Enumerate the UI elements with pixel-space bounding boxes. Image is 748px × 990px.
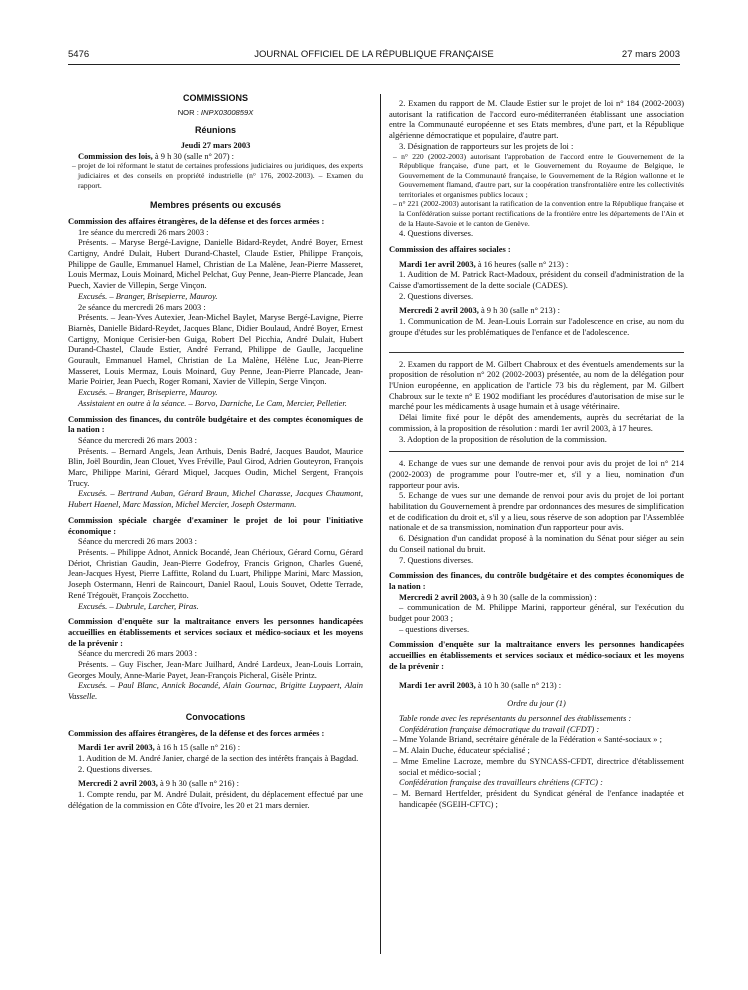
etr-title: Commission des affaires étrangères, de la défense et des forces armées : bbox=[68, 215, 325, 226]
fin-present: Présents. – Bernard Angels, Jean Arthuis, Denis Badré, Jacques Baudot, Maurice Blin, Joël Bourdin, Jean Clouet, Yves Fréville, Paul Girod, Adrien Gouteyron, François Marc, Philippe Marini, Gérard Miquel, Jacques Oudin, Michel Sergent, François Trucy. bbox=[68, 445, 363, 488]
soc-d2: Mercredi 2 avril 2003, bbox=[399, 305, 479, 316]
spe-present: Présents. – Philippe Adnot, Annick Bocandé, Jean Chérioux, Gérard Cornu, Gérard Dériot, Christian Gaudin, Jean-Pierre Godefroy, Francis Grignon, Charles Guené, Jean-Jacques Hyest, Pierre Laffitte, Roland du Luart, Philippe Marini, Marc Massion, Joseph Ostermann, Henri de Raincourt, Daniel Raoul, Louis Souvet, Odette Terrade, René Trégouët, François Zocchetto. bbox=[68, 546, 363, 600]
r-enq-table: Table ronde avec les représentants du personnel des établissements : bbox=[399, 712, 632, 723]
cfdt-item3: – Mme Emeline Lacroze, membre du SYNCASS-CFDT, directrice d'établissement social et médico-social ; bbox=[393, 755, 684, 777]
spe-session: Séance du mercredi 26 mars 2003 : bbox=[78, 536, 198, 547]
r-item2: 2. Examen du rapport de M. Claude Estier sur le projet de loi n° 184 (2002-2003) autorisant la ratification de l'accord euro-méditerranéen établissant une association entre la Communauté européenne et ses Etats membres, d'une part, et la République algérienne démocratique et populaire, d'autre part. bbox=[389, 98, 684, 141]
r-fin-d: Mercredi 2 avril 2003, bbox=[399, 591, 479, 602]
conv-etr-d1: Mardi 1er avril 2003, bbox=[78, 742, 155, 753]
r-enq-d: Mardi 1er avril 2003, bbox=[399, 679, 476, 690]
soc-delai: Délai limite fixé pour le dépôt des amendements, auprès du secrétariat de la commission, à la proposition de résolution : mardi 1er avril 2003, à 17 heures. bbox=[389, 412, 684, 433]
conv-etr-title: Commission des affaires étrangères, de la défense et des forces armées : bbox=[68, 727, 325, 738]
conv-etr-date2 bbox=[68, 778, 363, 789]
soc-d2-item5: 5. Echange de vues sur une demande de renvoi pour avis du projet de loi portant habilitation du Gouvernement à prendre par ordonnances des mesures de simplification et de codification du droit et, s'il y a lieu, sous réserve de son adoption par l'Assemblée nationale et de sa transmission, nomination d'un rapporteur pour avis. bbox=[389, 490, 684, 533]
lois-item: – projet de loi réformant le statut de certaines professions judiciaires ou juridiques, des experts judiciaires et des conseils en propriété industrielle (n° 176, 2002-2003). – Examen du rapport. bbox=[72, 161, 363, 190]
enq-title: Commission d'enquête sur la maltraitance envers les personnes handicapées accueillies en établissements et services sociaux et médico-sociaux et les moyens de la prévenir : bbox=[68, 616, 363, 648]
r-fin-title: Commission des finances, du contrôle budgétaire et des comptes économiques de la nation : bbox=[389, 570, 684, 591]
etr-s2-assist: Assistaient en outre à la séance. – Borvo, Darniche, Le Cam, Mercier, Pelletier. bbox=[78, 397, 347, 408]
fin-title: Commission des finances, du contrôle budgétaire et des comptes économiques de la nation : bbox=[68, 413, 363, 435]
page-number: 5476 bbox=[68, 49, 90, 60]
cfdt-title: Confédération française démocratique du travail (CFDT) : bbox=[399, 723, 600, 734]
spe-excuses: Excusés. – Dubrule, Larcher, Piras. bbox=[78, 600, 199, 611]
etr-s1-present: Présents. – Maryse Bergé-Lavigne, Danielle Bidard-Reydet, André Boyer, Ernest Cartigny, André Dulait, Hubert Durand-Chastel, Claude Estier, Philippe François, Philippe de Gaulle, Emmanuel Hamel, Christian de La Malène, Jean-Pierre Masseret, Louis Mermaz, Louis Moinard, Michel Pelchat, Guy Penne, Jean-Pierre Plancade, Jean Puech, Xavier de Villepin, Serge Vinçon. bbox=[68, 237, 363, 291]
column-divider bbox=[380, 94, 381, 954]
conv-etr-d2-item1: 1. Compte rendu, par M. André Dulait, président, du déplacement effectué par une délégation de la commission en Côte d'Ivoire, les 20 et 21 mars dernier. bbox=[68, 789, 363, 810]
conv-etr-d2-time: à 9 h 30 (salle n° 216) : bbox=[157, 778, 239, 789]
soc-date2 bbox=[389, 305, 684, 316]
journal-title: JOURNAL OFFICIEL DE LA RÉPUBLIQUE FRANÇAISE bbox=[254, 49, 494, 60]
enq-excuses: Excusés. – Paul Blanc, Annick Bocandé, Alain Gournac, Brigitte Luypaert, Alain Vasselle. bbox=[68, 680, 363, 702]
r-item3-b: – n° 221 (2002-2003) autorisant la ratification de la convention entre la République française et la Confédération suisse portant rectifications de la frontière entre les départements de l'Ain et de la Haute-Savoie et le canton de Genève. bbox=[393, 199, 684, 228]
lois-heading bbox=[68, 151, 363, 162]
soc-d2-item4: 4. Echange de vues sur une demande de renvoi pour avis du projet de loi n° 214 (2002-2003) de programme pour l'outre-mer et, s'il y a lieu, nomination d'un rapporteur pour avis. bbox=[389, 458, 684, 490]
nor-label: NOR : bbox=[177, 107, 201, 117]
soc-d1-time: à 16 heures (salle n° 213) : bbox=[475, 258, 569, 269]
r-enq-title: Commission d'enquête sur la maltraitance envers les personnes handicapées accueillies en établissements et services sociaux et médico-sociaux et les moyens de la prévenir : bbox=[389, 639, 684, 671]
nor-line bbox=[68, 108, 363, 118]
etr-s2-excuses: Excusés. – Branger, Brisepierre, Mauroy. bbox=[78, 387, 218, 398]
r-fin-d-time: à 9 h 30 (salle de la commission) : bbox=[478, 591, 597, 602]
soc-date1 bbox=[389, 259, 684, 270]
spe-title: Commission spéciale chargée d'examiner le projet de loi pour l'initiative économique : bbox=[68, 514, 363, 536]
jeudi-date: Jeudi 27 mars 2003 bbox=[180, 140, 251, 150]
header-date: 27 mars 2003 bbox=[621, 49, 680, 60]
etr-s1-excuses: Excusés. – Branger, Brisepierre, Mauroy. bbox=[78, 290, 218, 301]
etr-s2-present: Présents. – Jean-Yves Autexier, Jean-Michel Baylet, Maryse Bergé-Lavigne, Pierre Biarnès, Danielle Bidard-Reydet, Jacques Blanc, Didier Boulaud, André Boyer, Ernest Cartigny, Monique Cerisier-ben Guiga, Robert Del Picchia, André Dulait, Hubert Durand-Chastel, Claude Estier, André Ferrand, Philippe de Gaulle, Jacqueline Gourault, Emmanuel Hamel, Christian de La Malène, Hélène Luc, Jean-Pierre Masseret, Louis Mermaz, Louis Moinard, Guy Penne, Jean-Pierre Plancade, Jean-Marie Poirier, Jean Puech, Roger Romani, Xavier de Villepin, Serge Vinçon. bbox=[68, 312, 363, 387]
cftc-title: Confédération française des travailleurs chrétiens (CFTC) : bbox=[399, 777, 603, 788]
r-item3: 3. Désignation de rapporteurs sur les projets de loi : bbox=[399, 140, 574, 151]
r-fin-item1: – communication de M. Philippe Marini, rapporteur général, sur l'exécution du budget pour 2003 ; bbox=[389, 602, 684, 624]
soc-d1: Mardi 1er avril 2003, bbox=[399, 258, 476, 269]
r-enq-d-time: à 10 h 30 (salle n° 213) : bbox=[475, 679, 562, 690]
cfdt-item1: – Mme Yolande Briand, secrétaire générale de la Fédération « Santé-sociaux » ; bbox=[393, 734, 662, 745]
header-rule bbox=[68, 64, 680, 65]
soc-d2-item7: 7. Questions diverses. bbox=[399, 554, 474, 565]
r-enq-ordre: Ordre du jour (1) bbox=[507, 698, 566, 709]
conv-etr-date1 bbox=[68, 742, 363, 753]
enq-session: Séance du mercredi 26 mars 2003 : bbox=[78, 648, 198, 659]
membres-title: Membres présents ou excusés bbox=[149, 200, 282, 211]
cfdt-item2: – M. Alain Duche, éducateur spécialisé ; bbox=[393, 745, 530, 756]
separator-1 bbox=[389, 352, 684, 353]
r-item4: 4. Questions diverses. bbox=[399, 228, 474, 239]
right-column bbox=[389, 98, 684, 809]
soc-d1-item1: 1. Audition de M. Patrick Ract-Madoux, président du conseil d'administration de la Caisse d'amortissement de la dette sociale (CADES). bbox=[389, 269, 684, 291]
soc-d2-item1: 1. Communication de M. Jean-Louis Lorrain sur l'adolescence en crise, au nom du groupe d'études sur les problématiques de l'enfance et de l'adolescence. bbox=[389, 316, 684, 337]
r-fin-date bbox=[389, 592, 684, 603]
lois-head: Commission des lois, bbox=[78, 150, 153, 161]
r-item3-a: – n° 220 (2002-2003) autorisant l'approbation de l'accord entre le Gouvernement de la République française, d'une part, et le Gouvernement du Royaume de Belgique, le Gouvernement de la Communauté française, le Gouvernement de la Région wallonne et le Gouvernement flamand, d'autre part, sur la coopération transfrontalière entre les collectivités territoriales et organismes publics locaux ; bbox=[393, 151, 684, 199]
nor-value: INPX0300859X bbox=[200, 107, 254, 117]
fin-excuses: Excusés. – Bertrand Auban, Gérard Braun, Michel Charasse, Jacques Chaumont, Hubert Haenel, Marc Massion, Michel Mercier, Joseph Ostermann. bbox=[68, 488, 363, 510]
r-enq-date bbox=[389, 680, 684, 691]
left-column bbox=[68, 93, 363, 810]
soc-d1-item2: 2. Questions diverses. bbox=[399, 290, 474, 301]
conv-etr-d1-item1: 1. Audition de M. André Janier, chargé de la section des intérêts français à Bagdad. bbox=[78, 752, 359, 763]
soc-d2-item2: 2. Examen du rapport de M. Gilbert Chabroux et des éventuels amendements sur la proposition de résolution n° 202 (2002-2003) présentée, au nom de la délégation pour l'Union européenne, en application de l'article 73 bis du règlement, par M. Gilbert Chabroux sur le texte n° E 1902 modifiant les procédures d'autorisation de mise sur le marché pour les médicaments à usage humain et à usage vétérinaire. bbox=[389, 358, 684, 412]
soc-d2-item6: 6. Désignation d'un candidat proposé à la nomination du Sénat pour siéger au sein du Conseil national du bruit. bbox=[389, 533, 684, 554]
conv-etr-d1-time: à 16 h 15 (salle n° 216) : bbox=[154, 742, 241, 753]
etr-s1: 1re séance du mercredi 26 mars 2003 : bbox=[78, 226, 209, 237]
enq-present: Présents. – Guy Fischer, Jean-Marc Juilhard, André Lardeux, Jean-Louis Lorrain, Georges Mouly, Anne-Marie Payet, Jean-François Picheral, Gisèle Printz. bbox=[68, 659, 363, 680]
etr-s2: 2e séance du mercredi 26 mars 2003 : bbox=[78, 301, 206, 312]
convocations-title: Convocations bbox=[185, 711, 246, 722]
separator-2 bbox=[389, 451, 684, 452]
reunions-title: Réunions bbox=[194, 125, 236, 136]
soc-d2-time: à 9 h 30 (salle n° 213) : bbox=[478, 305, 560, 316]
soc-d2-item3: 3. Adoption de la proposition de résolution de la commission. bbox=[399, 433, 607, 444]
commissions-title: COMMISSIONS bbox=[182, 93, 248, 103]
conv-etr-d1-item2: 2. Questions diverses. bbox=[78, 763, 153, 774]
lois-time: à 9 h 30 (salle n° 207) : bbox=[152, 150, 234, 161]
cftc-item1: – M. Bernard Hertfelder, président du Syndicat général de l'enfance inadaptée et handicapée (SGEIH-CFTC) ; bbox=[393, 787, 684, 809]
r-fin-item2: – questions diverses. bbox=[399, 623, 470, 634]
fin-session: Séance du mercredi 26 mars 2003 : bbox=[78, 434, 198, 445]
conv-etr-d2: Mercredi 2 avril 2003, bbox=[78, 778, 158, 789]
page-header bbox=[68, 49, 680, 63]
soc-title: Commission des affaires sociales : bbox=[389, 243, 511, 254]
